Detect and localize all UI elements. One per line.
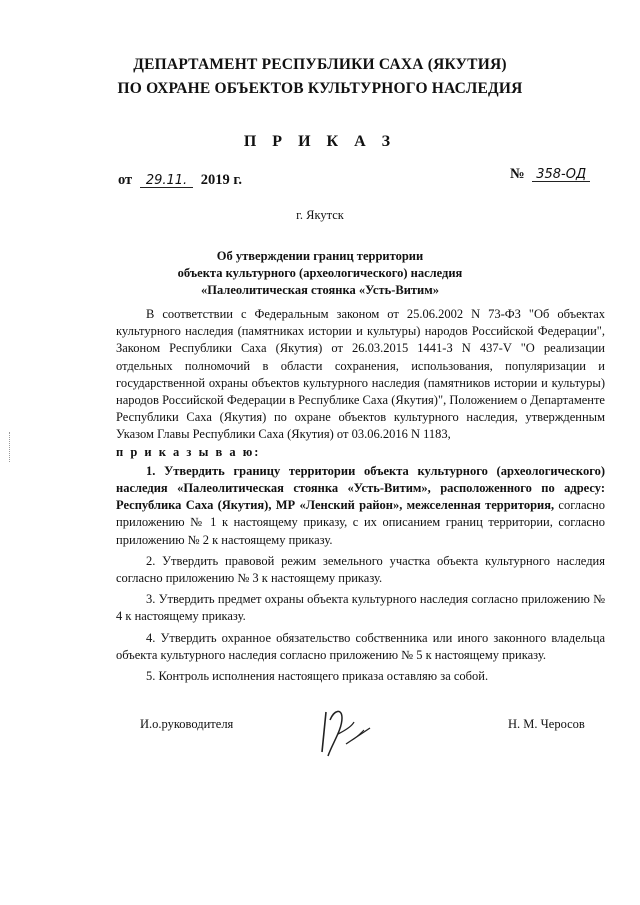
order-item-1 — [116, 463, 605, 549]
order-item-2: 2. Утвердить правовой режим земельного участка объекта культурного наследия согласно приложению № 3 к настоящему приказу. — [116, 553, 605, 586]
signatory-name: Н. М. Черосов — [508, 717, 585, 731]
order-body — [116, 306, 605, 685]
order-number — [510, 166, 590, 183]
orders-word: п р и к а з ы в а ю: — [116, 444, 261, 459]
document-title: П Р И К А З — [243, 133, 397, 150]
handwritten-signature — [312, 700, 382, 770]
order-item-3: 3. Утвердить предмет охраны объекта культурного наследия согласно приложению № 4 к настоящему приказу. — [116, 592, 605, 624]
department-name-line1: ДЕПАРТАМЕНТ РЕСПУБЛИКИ САХА (ЯКУТИЯ) — [133, 56, 507, 73]
order-subject — [120, 248, 520, 299]
city: г. Якутск — [296, 208, 344, 222]
subject-line1: Об утверждении границ территории — [216, 249, 424, 263]
date-year: 2019 г. — [200, 172, 242, 188]
order-item-4: 4. Утвердить охранное обязательство собственника или иного законного владельца объекта культурного наследия согласно приложению № 5 к настоящему приказу. — [116, 630, 605, 662]
order-item-1-rest: согласно приложению № 1 к настоящему приказу, с их описанием границ территории, согласно приложению № 2 к настоящему приказу. — [116, 498, 605, 547]
preamble: В соответствии с Федеральным законом от 25.06.2002 N 73-ФЗ "Об объектах культурного наследия (памятниках истории и культуры) народов Российской Федерации", Законом Республики Саха (Якутия) от 26.03.2015 1441-З N 437-V "О реализации отдельных полномочий в области сохранения, использования, популяризации и государственной охраны объектов культурного наследия (памятников истории и культуры) народов Российской Федерации в Республике Саха (Якутия)", Положением о Департаменте Республики Саха (Якутия) по охране объектов культурного наследия, утвержденным Указом Главы Республики Саха (Якутия) от 03.06.2016 N 1183, — [116, 307, 605, 442]
date-prefix: от — [118, 172, 133, 188]
department-name-line2: ПО ОХРАНЕ ОБЪЕКТОВ КУЛЬТУРНОГО НАСЛЕДИЯ — [117, 80, 523, 97]
subject-line2: объекта культурного (археологического) наследия — [177, 266, 463, 280]
number-prefix: № — [510, 166, 525, 182]
date-handwritten: 29.11. — [140, 174, 193, 188]
order-date — [118, 172, 242, 189]
number-handwritten: 358-ОД — [532, 168, 590, 182]
signatory-role: И.о.руководителя — [140, 717, 234, 731]
subject-line3: «Палеолитическая стоянка «Усть-Витим» — [200, 283, 440, 297]
order-item-5: 5. Контроль исполнения настоящего приказа оставляю за собой. — [146, 669, 489, 684]
order-item-1-bold: 1. Утвердить границу территории объекта культурного (археологического) наследия «Палеолитическая стоянка «Усть-Витим», расположенного по адресу: Республика Саха (Якутия), МР «Ленский район», межселенная территория, — [116, 463, 605, 513]
scan-margin-mark — [9, 432, 12, 462]
